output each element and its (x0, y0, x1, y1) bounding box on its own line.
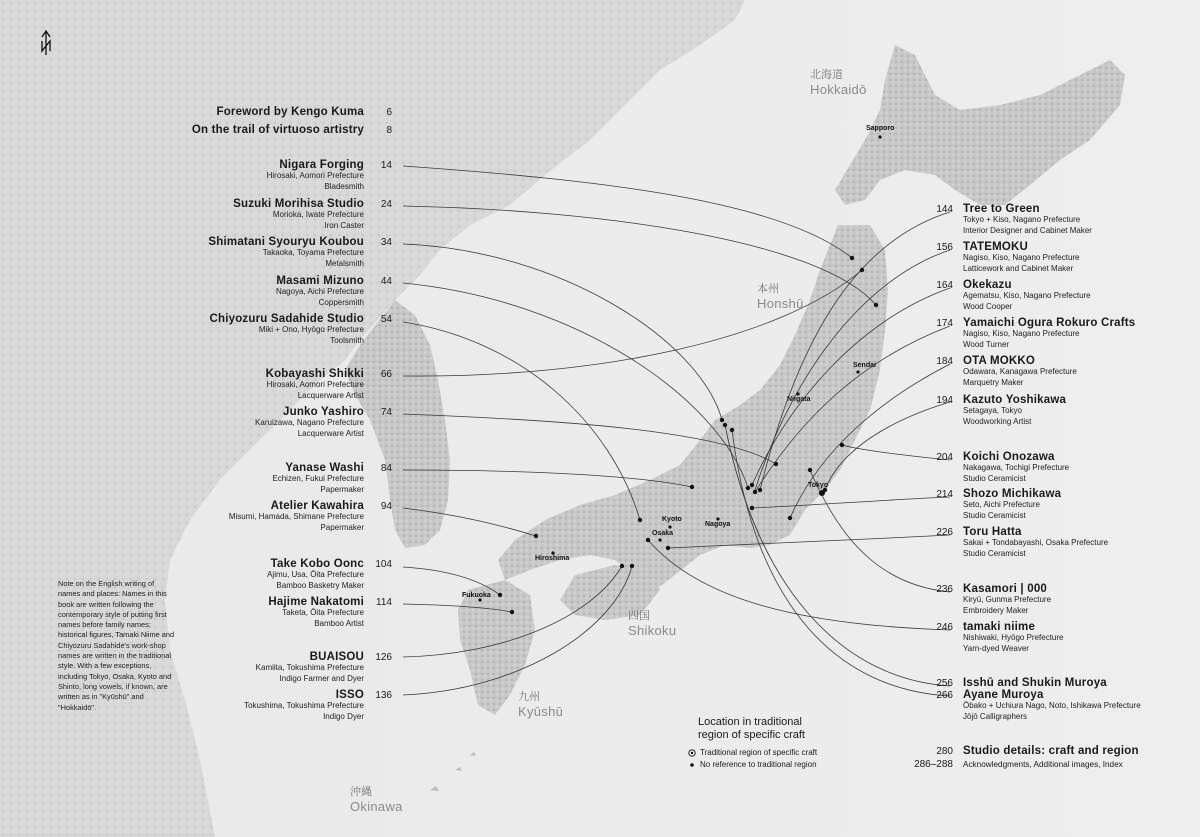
studio-entry-yanase-washi[interactable] (22, 462, 392, 495)
studio-location: Setagaya, Tokyo (963, 406, 1023, 415)
studio-page: 194 (936, 395, 953, 406)
toc-foreword[interactable] (0, 106, 392, 118)
no-reference-marker-icon (686, 761, 698, 769)
studio-location: Agematsu, Kiso, Nagano Prefecture (963, 291, 1091, 300)
studio-name: Nigara Forging (279, 159, 364, 171)
studio-page: 256 (936, 678, 953, 689)
studio-craft: Wood Cooper (963, 301, 1013, 311)
toc-page: 280 (936, 746, 953, 757)
studio-page: 114 (376, 597, 392, 608)
studio-craft: Bamboo Basketry Maker (276, 580, 364, 590)
studio-page: 236 (936, 584, 953, 595)
studio-craft: Metalsmith (325, 258, 364, 268)
studio-entry-nigara-forging[interactable] (22, 159, 392, 192)
studio-page: 126 (375, 652, 392, 663)
studio-name: Junko Yashiro (283, 406, 364, 418)
toc-page: 8 (386, 125, 392, 136)
toc-title: Foreword by Kengo Kuma (216, 106, 364, 118)
studio-name: Okekazu (963, 279, 1012, 291)
studio-name: Isshū and Shukin Muroya (963, 677, 1107, 689)
studio-page: 164 (936, 280, 953, 291)
studio-name: Yanase Washi (285, 462, 364, 474)
north-arrow-icon (40, 30, 52, 56)
studio-name: Atelier Kawahira (270, 500, 364, 512)
studio-name: Yamaichi Ogura Rokuro Crafts (963, 317, 1136, 329)
studio-location: Kiryū, Gunma Prefecture (963, 595, 1052, 604)
studio-entry-kasamori[interactable] (925, 583, 1185, 616)
studio-craft: Lacquerware Artist (297, 390, 364, 400)
studio-craft: Yarn-dyed Weaver (963, 643, 1029, 653)
studio-location: Taketa, Ōita Prefecture (282, 608, 364, 617)
studio-page: 144 (936, 204, 953, 215)
city-label-niigata: Niigata (787, 396, 811, 403)
region-label-hokkaido: 北海道 Hokkaidō (810, 69, 867, 97)
toc-title: Studio details: craft and region (963, 745, 1139, 757)
studio-name: Kobayashi Shikki (265, 368, 364, 380)
studio-entry-okekazu[interactable] (925, 279, 1185, 312)
studio-location: Hirosaki, Aomori Prefecture (266, 380, 364, 389)
studio-craft: Indigo Farmer and Dyer (279, 673, 364, 683)
studio-entry-chiyozuru[interactable] (22, 313, 392, 346)
legend-title: Location in traditional region of specific craft (698, 716, 805, 741)
studio-page: 156 (936, 242, 953, 253)
studio-craft: Bladesmith (324, 181, 364, 191)
toc-studio-details[interactable] (925, 745, 1185, 757)
region-label-okinawa: 沖縄 Okinawa (350, 786, 403, 814)
studio-page: 184 (936, 356, 953, 367)
studio-name: Toru Hatta (963, 526, 1022, 538)
studio-entry-atelier-kawahira[interactable] (22, 500, 392, 533)
studio-craft: Papermaker (320, 484, 364, 494)
region-label-kyushu: 九州 Kyūshū (518, 691, 564, 719)
city-label-sendai: Sendai (853, 362, 876, 369)
city-label-tokyo: Tokyo (808, 482, 829, 489)
studio-name: tamaki niime (963, 621, 1036, 633)
studio-entry-kobayashi-shikki[interactable] (22, 368, 392, 401)
studio-craft: Iron Caster (324, 220, 364, 230)
studio-page: 84 (380, 463, 392, 474)
naming-note: Note on the English writing of names and places: Names in this book are written following the contemporary style of putting first names before family names; historical figures, Tamaki Niime and Chiyozuru Sadahide's work-shop names are written in the traditional style. With a few exceptions, including Tokyo, Osaka, Kyoto and Shinto, long vowels, if known, are written as in "Kyūshū" and "Hokkaidō". (58, 579, 175, 712)
studio-entry-suzuki-morihisa[interactable] (22, 198, 392, 231)
studio-entry-toru-hatta[interactable] (925, 526, 1185, 559)
studio-entry-masami-mizuno[interactable] (22, 275, 392, 308)
toc-title: On the trail of virtuoso artistry (191, 124, 364, 136)
studio-page: 74 (380, 407, 392, 418)
studio-page: 94 (380, 501, 392, 512)
city-label-sapporo: Sapporo (866, 125, 895, 132)
studio-page: 34 (380, 237, 392, 248)
city-label-kyoto: Kyoto (662, 516, 682, 523)
city-label-hiroshima: Hiroshima (535, 555, 570, 562)
legend-label: No reference to traditional region (700, 760, 817, 769)
legend-item-no-reference (686, 760, 817, 769)
studio-page: 44 (380, 276, 392, 287)
studio-name: Take Kobo Oonc (270, 558, 364, 570)
traditional-region-marker-icon (686, 749, 698, 757)
studio-location: Ōbako + Uchiura Nago, Noto, Ishikawa Prefecture (963, 701, 1141, 710)
studio-location: Nagiso, Kiso, Nagano Prefecture (963, 253, 1080, 262)
studio-name: ISSO (335, 689, 364, 701)
toc-page: 286–288 (914, 759, 953, 770)
studio-location: Kamiita, Tokushima Prefecture (255, 663, 364, 672)
studio-craft: Coppersmith (318, 297, 364, 307)
studio-location: Tokyo + Kiso, Nagano Prefecture (963, 215, 1081, 224)
toc-virtuoso-artistry[interactable] (0, 124, 392, 136)
studio-page: 226 (936, 527, 953, 538)
studio-craft: Interior Designer and Cabinet Maker (963, 225, 1092, 235)
studio-name: Kazuto Yoshikawa (963, 394, 1067, 406)
studio-page: 136 (375, 690, 392, 701)
studio-name: Chiyozuru Sadahide Studio (209, 313, 364, 325)
studio-craft: Lacquerware Artist (297, 428, 364, 438)
studio-craft: Jōjō Calligraphers (963, 711, 1028, 721)
studio-page: 14 (380, 160, 392, 171)
studio-entry-yamaichi-ogura[interactable] (925, 317, 1185, 350)
studio-location: Odawara, Kanagawa Prefecture (963, 367, 1077, 376)
studio-location: Karuizawa, Nagano Prefecture (255, 418, 364, 427)
studio-name: Tree to Green (963, 203, 1040, 215)
studio-name: Shimatani Syouryu Koubou (208, 236, 364, 248)
studio-page: 174 (936, 318, 953, 329)
studio-location: Nakagawa, Tochigi Prefecture (963, 463, 1070, 472)
toc-appendix[interactable] (900, 759, 1123, 770)
studio-location: Nishiwaki, Hyōgo Prefecture (963, 633, 1064, 642)
studio-craft: Toolsmith (330, 335, 364, 345)
studio-name: BUAISOU (309, 651, 364, 663)
city-label-fukuoka: Fukuoka (462, 592, 491, 599)
studio-page: 104 (375, 559, 392, 570)
studio-location: Morioka, Iwate Prefecture (272, 210, 364, 219)
city-label-osaka: Osaka (652, 530, 674, 537)
toc-page: 6 (386, 107, 392, 118)
studio-location: Takaoka, Toyama Prefecture (262, 248, 364, 257)
studio-craft: Bamboo Artist (314, 618, 364, 628)
studio-location: Misumi, Hamada, Shimane Prefecture (228, 512, 364, 521)
studio-name: Masami Mizuno (276, 275, 364, 287)
studio-craft: Studio Ceramicist (963, 473, 1026, 483)
studio-craft: Indigo Dyer (323, 711, 364, 721)
studio-location: Sakai + Tondabayashi, Osaka Prefecture (963, 538, 1109, 547)
studio-location: Nagiso, Kiso, Nagano Prefecture (963, 329, 1080, 338)
studio-location: Ajimu, Usa, Ōita Prefecture (267, 570, 364, 579)
studio-location: Nagoya, Aichi Prefecture (275, 287, 364, 296)
studio-name: Suzuki Morihisa Studio (233, 198, 364, 210)
studio-name: Koichi Onozawa (963, 451, 1055, 463)
studio-name: OTA MOKKO (963, 355, 1036, 367)
studio-craft: Latticework and Cabinet Maker (963, 263, 1074, 273)
studio-location: Seto, Aichi Prefecture (963, 500, 1040, 509)
studio-entry-tatemoku[interactable] (925, 241, 1185, 274)
studio-craft: Studio Ceramicist (963, 510, 1026, 520)
studio-page: 266 (936, 690, 953, 701)
city-label-nagoya: Nagoya (705, 521, 731, 528)
studio-name: Hajime Nakatomi (268, 596, 364, 608)
studio-entry-muroya[interactable] (925, 677, 1185, 722)
studio-location: Echizen, Fukui Prefecture (272, 474, 364, 483)
studio-page: 66 (380, 369, 392, 380)
toc-title: Acknowledgments, Additional images, Index (963, 760, 1123, 769)
legend-label: Traditional region of specific craft (700, 748, 818, 757)
studio-location: Hirosaki, Aomori Prefecture (266, 171, 364, 180)
region-label-honshu: 本州 Honshū (757, 283, 804, 311)
studio-entry-shozo-michikawa[interactable] (925, 488, 1185, 521)
studio-entry-kazuto-yoshikawa[interactable] (925, 394, 1185, 427)
studio-craft: Papermaker (320, 522, 364, 532)
studio-craft: Embroidery Maker (963, 605, 1029, 615)
studio-name: Kasamori | 000 (963, 583, 1048, 595)
studio-entry-koichi-onozawa[interactable] (925, 451, 1185, 484)
studio-entry-tamaki-niime[interactable] (925, 621, 1185, 654)
studio-craft: Marquetry Maker (963, 377, 1024, 387)
studio-name: TATEMOKU (963, 241, 1029, 253)
studio-page: 204 (936, 452, 953, 463)
studio-entry-ota-mokko[interactable] (925, 355, 1185, 388)
studio-page: 54 (380, 314, 392, 325)
studio-page: 24 (380, 199, 392, 210)
studio-page: 246 (936, 622, 953, 633)
studio-name: Shozo Michikawa (963, 488, 1062, 500)
studio-name: Ayane Muroya (963, 689, 1044, 701)
region-label-shikoku: 四国 Shikoku (628, 610, 677, 638)
studio-page: 214 (936, 489, 953, 500)
studio-entry-junko-yashiro[interactable] (22, 406, 392, 439)
studio-entry-shimatani[interactable] (22, 236, 392, 269)
studio-craft: Studio Ceramicist (963, 548, 1026, 558)
studio-craft: Wood Turner (963, 339, 1010, 349)
studio-craft: Woodworking Artist (963, 416, 1032, 426)
studio-location: Tokushima, Tokushima Prefecture (244, 701, 364, 710)
legend-item-traditional (686, 748, 817, 757)
studio-location: Miki + Ono, Hyōgo Prefecture (258, 325, 364, 334)
studio-entry-tree-to-green[interactable] (925, 203, 1185, 236)
